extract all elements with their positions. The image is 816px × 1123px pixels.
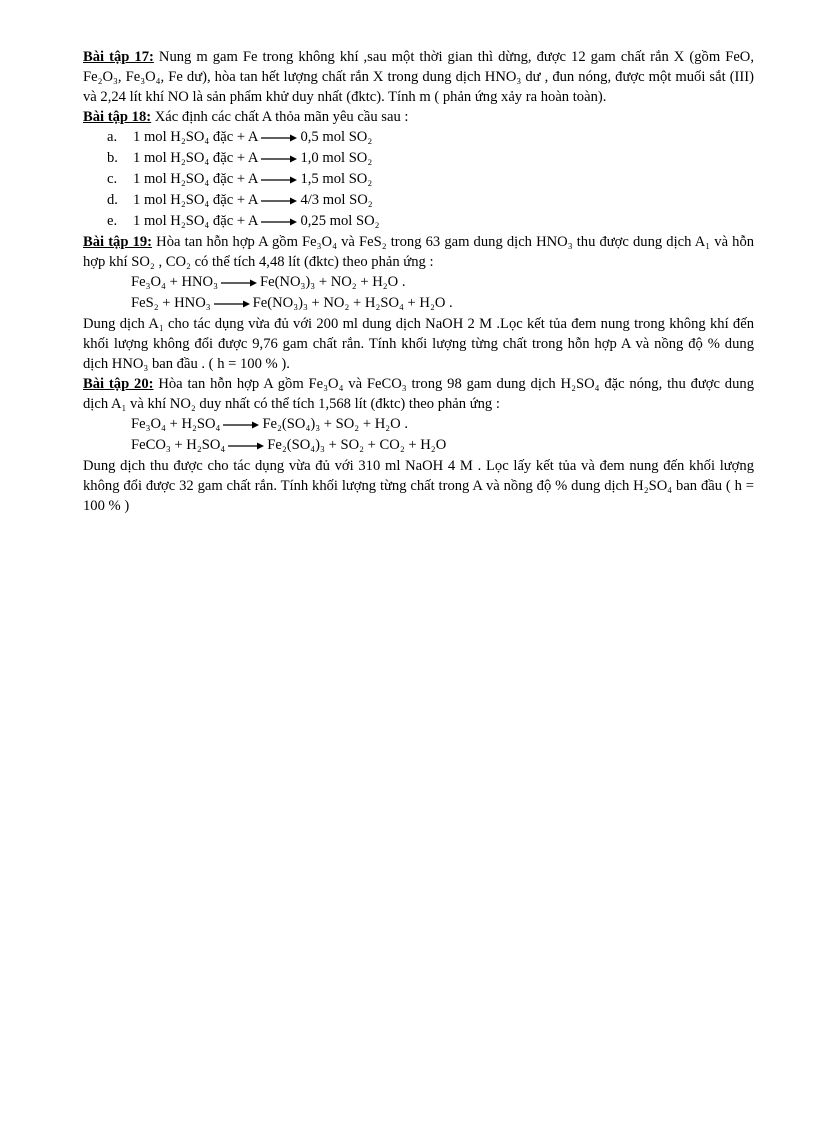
- reaction-rhs: 1,0 mol SO₂: [300, 150, 373, 166]
- exercise-20-title: Bài tập 20:: [83, 376, 154, 392]
- reaction-arrow-icon: [261, 127, 297, 148]
- reaction-rhs: Fe₂(SO₄)₃ + SO₂ + H₂O .: [262, 416, 408, 432]
- reaction-arrow-icon: [261, 190, 297, 211]
- list-item: [83, 211, 754, 232]
- reaction-lhs: 1 mol H₂SO₄ đặc + A: [133, 171, 259, 187]
- reaction-lhs: FeCO₃ + H₂SO₄: [131, 437, 226, 453]
- reaction-lhs: FeS₂ + HNO₃: [131, 295, 211, 311]
- exercise-17-body: Nung m gam Fe trong không khí ,sau một thời gian thì dừng, được 12 gam chất rắn X (gồm FeO, Fe₂O₃, Fe₃O₄, Fe dư), hòa tan hết lượng chất rắn X trong dung dịch HNO₃ dư , đun nóng, được một muối sắt (III) và 2,24 lít khí NO là sản phẩm khử duy nhất (đktc). Tính m ( phản ứng xảy ra hoàn toàn).: [83, 49, 754, 105]
- list-item: [83, 169, 754, 190]
- list-marker: d.: [107, 192, 118, 208]
- document-content: [83, 47, 754, 516]
- list-marker: b.: [107, 150, 118, 166]
- reaction-arrow-icon: [223, 414, 259, 435]
- reaction-rhs: Fe₂(SO₄)₃ + SO₂ + CO₂ + H₂O: [267, 437, 447, 453]
- reaction-rhs: 1,5 mol SO₂: [300, 171, 373, 187]
- exercise-20-body: Hòa tan hỗn hợp A gồm Fe₃O₄ và FeCO₃ trong 98 gam dung dịch H₂SO₄ đặc nóng, thu được dung dịch A₁ và khí NO₂ duy nhất có thể tích 1,568 lít (đktc) theo phản ứng :: [83, 376, 754, 412]
- reaction-rhs: 0,5 mol SO₂: [300, 129, 373, 145]
- exercise-19-body: Hòa tan hỗn hợp A gồm Fe₃O₄ và FeS₂ trong 63 gam dung dịch HNO₃ thu được dung dịch A₁ và hỗn hợp khí SO₂ , CO₂ có thể tích 4,48 lít (đktc) theo phản ứng :: [83, 234, 755, 270]
- list-item: [83, 190, 754, 211]
- reaction-rhs: Fe(NO₃)₃ + NO₂ + H₂O .: [259, 274, 406, 290]
- equation: [83, 435, 754, 456]
- reaction-lhs: 1 mol H₂SO₄ đặc + A: [133, 192, 259, 208]
- list-marker: e.: [107, 213, 118, 229]
- exercise-19-question: Dung dịch A₁ cho tác dụng vừa đủ với 200 ml dung dịch NaOH 2 M .Lọc kết tủa đem nung trong không khí đến khối lượng không đổi được 9,76 gam chất rắn. Tính khối lượng từng chất trong hỗn hợp A và nồng độ % dung dịch HNO₃ ban đầu . ( h = 100 % ).: [83, 316, 754, 372]
- reaction-arrow-icon: [221, 272, 257, 293]
- exercise-18-list: [83, 127, 754, 232]
- list-marker: a.: [107, 129, 118, 145]
- reaction-arrow-icon: [214, 293, 250, 314]
- exercise-19-title: Bài tập 19:: [83, 234, 153, 250]
- exercise-17-title: Bài tập 17:: [83, 49, 154, 65]
- reaction-lhs: Fe₃O₄ + HNO₃: [131, 274, 218, 290]
- reaction-lhs: Fe₃O₄ + H₂SO₄: [131, 416, 221, 432]
- exercise-17: [83, 47, 754, 107]
- equation: [83, 414, 754, 435]
- reaction-arrow-icon: [261, 148, 297, 169]
- equation: [83, 272, 754, 293]
- exercise-20-question: Dung dịch thu được cho tác dụng vừa đủ với 310 ml NaOH 4 M . Lọc lấy kết tủa và đem nung đến khối lượng không đổi được 32 gam chất rắn. Tính khối lượng từng chất trong A và nồng độ % dung dịch H₂SO₄ ban đầu ( h = 100 % ): [83, 458, 754, 514]
- reaction-arrow-icon: [261, 169, 297, 190]
- reaction-rhs: 4/3 mol SO₂: [300, 192, 373, 208]
- reaction-arrow-icon: [261, 211, 297, 232]
- exercise-19: [83, 232, 754, 272]
- list-item: [83, 148, 754, 169]
- reaction-lhs: 1 mol H₂SO₄ đặc + A: [133, 150, 259, 166]
- reaction-rhs: 0,25 mol SO₂: [300, 213, 380, 229]
- equation: [83, 293, 754, 314]
- list-marker: c.: [107, 171, 118, 187]
- reaction-arrow-icon: [228, 435, 264, 456]
- reaction-lhs: 1 mol H₂SO₄ đặc + A: [133, 129, 259, 145]
- exercise-18: [83, 107, 754, 127]
- exercise-18-title: Bài tập 18:: [83, 109, 152, 125]
- reaction-lhs: 1 mol H₂SO₄ đặc + A: [133, 213, 259, 229]
- exercise-20: [83, 374, 754, 414]
- exercise-18-body: Xác định các chất A thỏa mãn yêu cầu sau :: [154, 109, 409, 125]
- list-item: [83, 127, 754, 148]
- reaction-rhs: Fe(NO₃)₃ + NO₂ + H₂SO₄ + H₂O .: [252, 295, 453, 311]
